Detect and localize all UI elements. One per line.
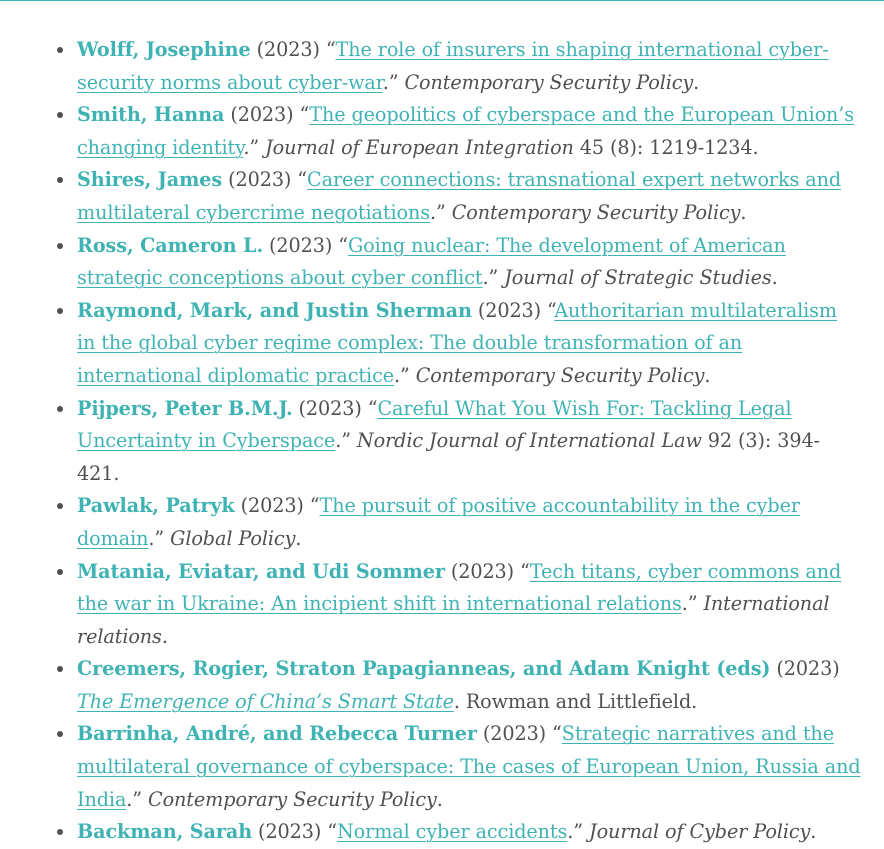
reference-item (77, 230, 861, 295)
reference-author: Shires, James (77, 168, 223, 192)
reference-item (77, 556, 861, 654)
reference-details: . (771, 266, 778, 290)
reference-punct: .” (126, 787, 149, 811)
reference-year: (2023) “ (263, 233, 348, 257)
reference-punct: .” (482, 266, 505, 290)
reference-author: Smith, Hanna (77, 103, 225, 127)
reference-details: . (161, 624, 168, 648)
reference-title-link[interactable]: Career connections: transnational expert networks and multilateral cybercrime negotiations (77, 168, 842, 224)
reference-year: (2023) “ (252, 820, 337, 844)
reference-author: Ross, Cameron L. (77, 233, 264, 257)
reference-title-link[interactable]: Normal cyber accidents (336, 820, 568, 844)
reference-author: Creemers, Rogier, Straton Papagianneas, and Adam Knight (eds) (77, 657, 771, 681)
reference-journal: Contemporary Security Policy (404, 70, 694, 94)
reference-punct: .” (429, 200, 452, 224)
reference-author: Barrinha, André, and Rebecca Turner (77, 722, 477, 746)
reference-item (77, 34, 861, 99)
reference-title-link[interactable]: The geopolitics of cyberspace and the European Union’s changing identity (77, 103, 855, 159)
reference-journal: Journal of Cyber Policy (589, 820, 811, 844)
reference-author: Pijpers, Peter B.M.J. (77, 396, 293, 420)
reference-punct: .” (382, 70, 405, 94)
reference-year: (2023) “ (234, 494, 320, 518)
reference-author: Pawlak, Patryk (77, 494, 235, 518)
reference-punct: .” (681, 592, 704, 616)
reference-year: (2023) “ (222, 168, 308, 192)
reference-year: (2023) “ (224, 103, 310, 127)
reference-list (77, 34, 861, 849)
reference-details: . (704, 363, 711, 387)
reference-year: (2023) “ (471, 298, 555, 322)
reference-title-link[interactable]: The Emergence of China’s Smart State (77, 689, 454, 713)
reference-year: (2023) “ (444, 559, 530, 583)
reference-item (77, 490, 861, 555)
reference-journal: International relations (77, 592, 830, 648)
reference-details: . (436, 787, 443, 811)
reference-year: (2023) “ (250, 38, 336, 61)
reference-details: . (810, 820, 817, 844)
reference-year: (2023) “ (476, 722, 562, 746)
reference-punct: .” (243, 135, 266, 159)
reference-journal: Contemporary Security Policy (415, 363, 705, 387)
reference-item (77, 653, 861, 718)
reference-title-link[interactable]: The role of insurers in shaping international cyber-security norms about cyber-war (77, 38, 829, 94)
reference-item (77, 393, 861, 491)
reference-publisher: . Rowman and Littlefield. (453, 689, 698, 713)
reference-author: Raymond, Mark, and Justin Sherman (77, 298, 472, 322)
reference-journal: Journal of European Integration (265, 135, 574, 159)
reference-title-link[interactable]: Careful What You Wish For: Tackling Legal Uncertainty in Cyberspace (77, 396, 792, 453)
reference-details: . (295, 526, 302, 550)
reference-item (77, 718, 861, 816)
reference-journal: Nordic Journal of International Law (356, 429, 702, 453)
reference-journal: Journal of Strategic Studies (504, 266, 772, 290)
reference-item (77, 99, 861, 164)
reference-item (77, 295, 861, 393)
reference-title-link[interactable]: Authoritarian multilateralism in the global cyber regime complex: The double transformation of an international diplomatic practice (77, 298, 837, 387)
reference-punct: .” (567, 820, 590, 844)
reference-journal: Contemporary Security Policy (148, 787, 437, 811)
reference-details: . (693, 70, 700, 94)
reference-title-link[interactable]: Strategic narratives and the multilateral governance of cyberspace: The cases of European Union, Russia and India (77, 722, 861, 811)
reference-details: 92 (3): 394-421. (77, 429, 820, 485)
reference-journal: Contemporary Security Policy (451, 200, 741, 224)
reference-title-link[interactable]: The pursuit of positive accountability in the cyber domain (77, 494, 800, 550)
reference-punct: .” (148, 526, 171, 550)
reference-item (77, 164, 861, 229)
reference-title-link[interactable]: Tech titans, cyber commons and the war in Ukraine: An incipient shift in international relations (77, 559, 842, 616)
reference-author: Matania, Eviatar, and Udi Sommer (77, 559, 445, 583)
reference-year: (2023) (770, 657, 840, 681)
reference-punct: .” (393, 363, 416, 387)
reference-punct: .” (335, 429, 357, 453)
reference-year: (2023) “ (292, 396, 378, 420)
reference-author: Backman, Sarah (77, 820, 253, 844)
reference-author: Wolff, Josephine (77, 38, 251, 61)
reference-details: . (740, 200, 747, 224)
reference-details: 45 (8): 1219-1234. (573, 135, 759, 159)
reference-title-link[interactable]: Going nuclear: The development of American strategic conceptions about cyber conflict (77, 233, 786, 290)
reference-journal: Global Policy (170, 526, 296, 550)
